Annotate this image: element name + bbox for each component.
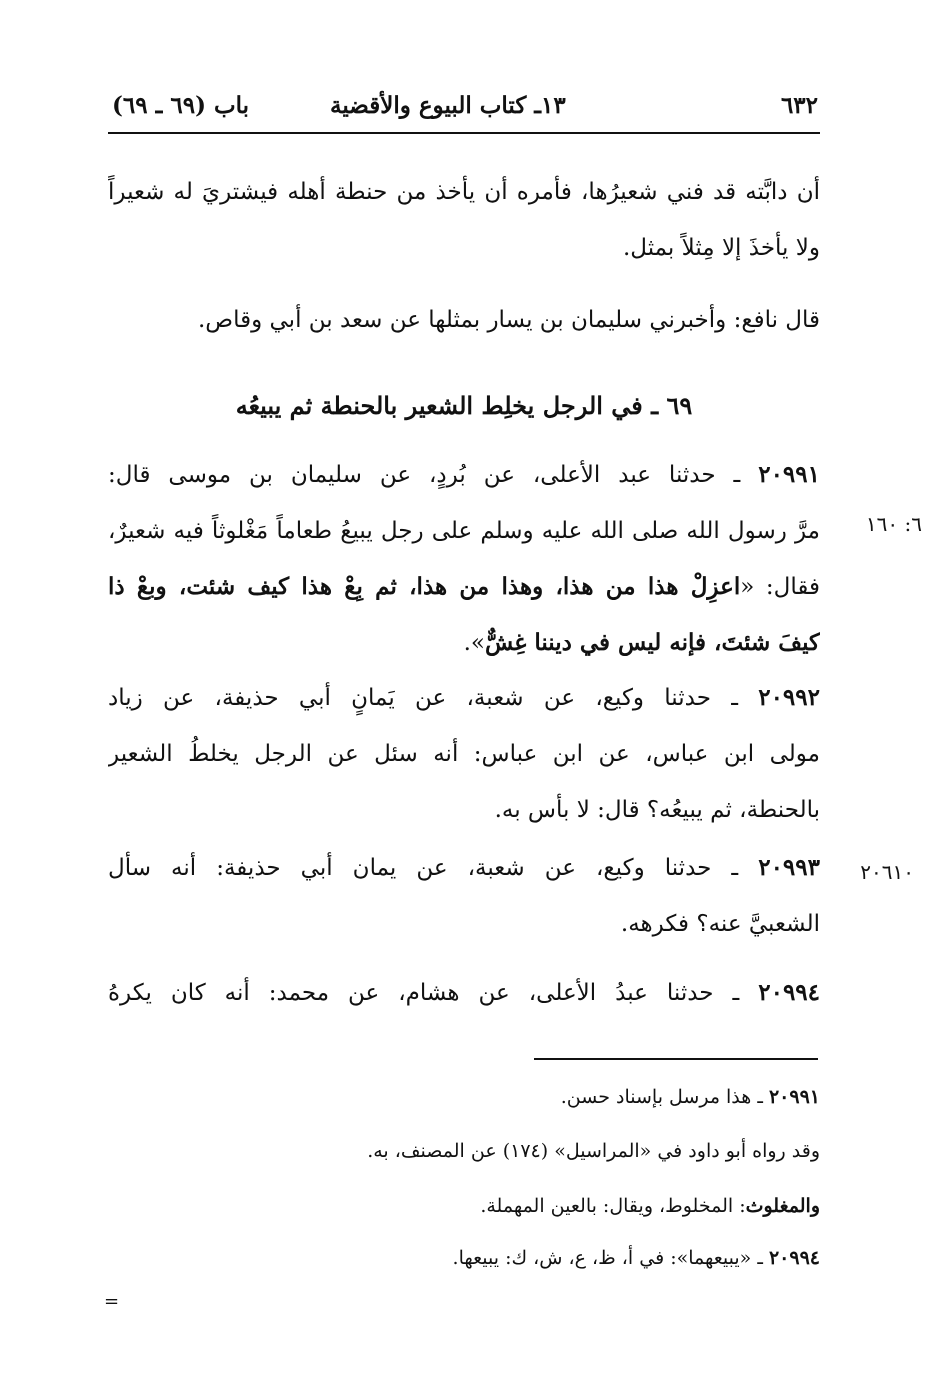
margin-reference: ٢٠٦١٠: [860, 860, 914, 884]
footnote: [260, 1086, 820, 1108]
hadith-number: ٢٠٩٩٣: [758, 854, 820, 881]
chapter-title: ١٣ـ كتاب البيوع والأقضية: [330, 92, 566, 119]
footnote-text: وقد رواه أبو داود في «المراسيل» (١٧٤) عن المصنف، به.: [367, 1140, 820, 1162]
page-number: ٦٣٢: [780, 92, 818, 119]
header-divider: [108, 132, 820, 134]
footnote-term: والمغلوث: [745, 1195, 820, 1217]
hadith-text: ـ حدثنا وكيع، عن شعبة، عن يمان أبي حذيفة: أنه سأل: [108, 855, 739, 881]
footnote: [260, 1195, 820, 1217]
hadith-entry: [108, 670, 820, 838]
text-line: [108, 670, 820, 726]
hadith-text: فقال: «: [740, 574, 820, 600]
hadith-text: ».: [463, 630, 485, 656]
text-line: [108, 965, 820, 1021]
footnote-number: ٢٠٩٩١: [768, 1086, 820, 1108]
hadith-number: ٢٠٩٩٢: [758, 684, 820, 711]
text-line: مولى ابن عباس، عن ابن عباس: أنه سئل عن الرجل يخلطُ الشعير: [108, 741, 820, 767]
text-line: [108, 559, 820, 615]
footnote-text: : المخلوط، ويقال: بالعين المهملة.: [480, 1195, 746, 1217]
footnote-divider: [534, 1058, 818, 1060]
text-line: الشعبيَّ عنه؟ فكرهه.: [620, 911, 820, 937]
hadith-text: ـ حدثنا عبدُ الأعلى، عن هشام، عن محمد: أنه كان يكرهُ: [108, 980, 740, 1006]
footnote: [260, 1247, 820, 1269]
prophetic-text: اعزِلْ هذا من هذا، وهذا من هذا، ثم بِعْ هذا كيف شئت، وبعْ ذا: [108, 573, 741, 600]
text-line: [108, 447, 820, 503]
text-line: [108, 615, 820, 671]
hadith-number: ٢٠٩٩٤: [758, 979, 820, 1006]
prophetic-text: كيفَ شئتَ، فإنه ليس في ديننا غِشٌّ: [484, 629, 820, 656]
hadith-entry: [108, 447, 820, 671]
intro-paragraph: [108, 164, 820, 276]
text-line: مرَّ رسول الله صلى الله عليه وسلم على رجل يبيعُ طعاماً مَغْلوثاً فيه شعيرٌ،: [108, 518, 820, 544]
hadith-text: ـ حدثنا عبد الأعلى، عن بُردٍ، عن سليمان بن موسى قال:: [108, 462, 741, 488]
footnote-text: ـ «يبيعهما»: في أ، ظ، ع، ش، ك: يبيعها.: [452, 1247, 763, 1269]
hadith-entry: [108, 840, 820, 952]
section-heading: ٦٩ ـ في الرجل يخلِط الشعير بالحنطة ثم يبيعُه: [235, 391, 693, 420]
footnote-number: ٢٠٩٩٤: [768, 1247, 820, 1269]
text-line: [108, 840, 820, 896]
hadith-entry: [108, 965, 820, 1021]
continuation-mark: =: [104, 1291, 120, 1312]
text-line: بالحنطة، ثم يبيعُه؟ قال: لا بأس به.: [494, 797, 820, 823]
nafi-report: [108, 292, 820, 348]
hadith-number: ٢٠٩٩١: [758, 461, 820, 488]
bab-range: باب (٦٩ ـ ٦٩): [112, 92, 250, 119]
footnote: [260, 1140, 820, 1162]
margin-reference: ٦: ١٦٠: [865, 512, 922, 536]
hadith-text: ـ حدثنا وكيع، عن شعبة، عن يَمانٍ أبي حذيفة، عن زياد: [108, 685, 738, 711]
text-line: ولا يأخذَ إلا مِثلاً بمثل.: [622, 235, 820, 261]
footnote-text: ـ هذا مرسل بإسناد حسن.: [560, 1086, 763, 1108]
text-line: قال نافع: وأخبرني سليمان بن يسار بمثلها عن سعد بن أبي وقاص.: [197, 307, 820, 333]
text-line: أن دابَّته قد فني شعيرُها، فأمره أن يأخذ من حنطة أهله فيشتريَ له شعيراً: [108, 179, 820, 205]
